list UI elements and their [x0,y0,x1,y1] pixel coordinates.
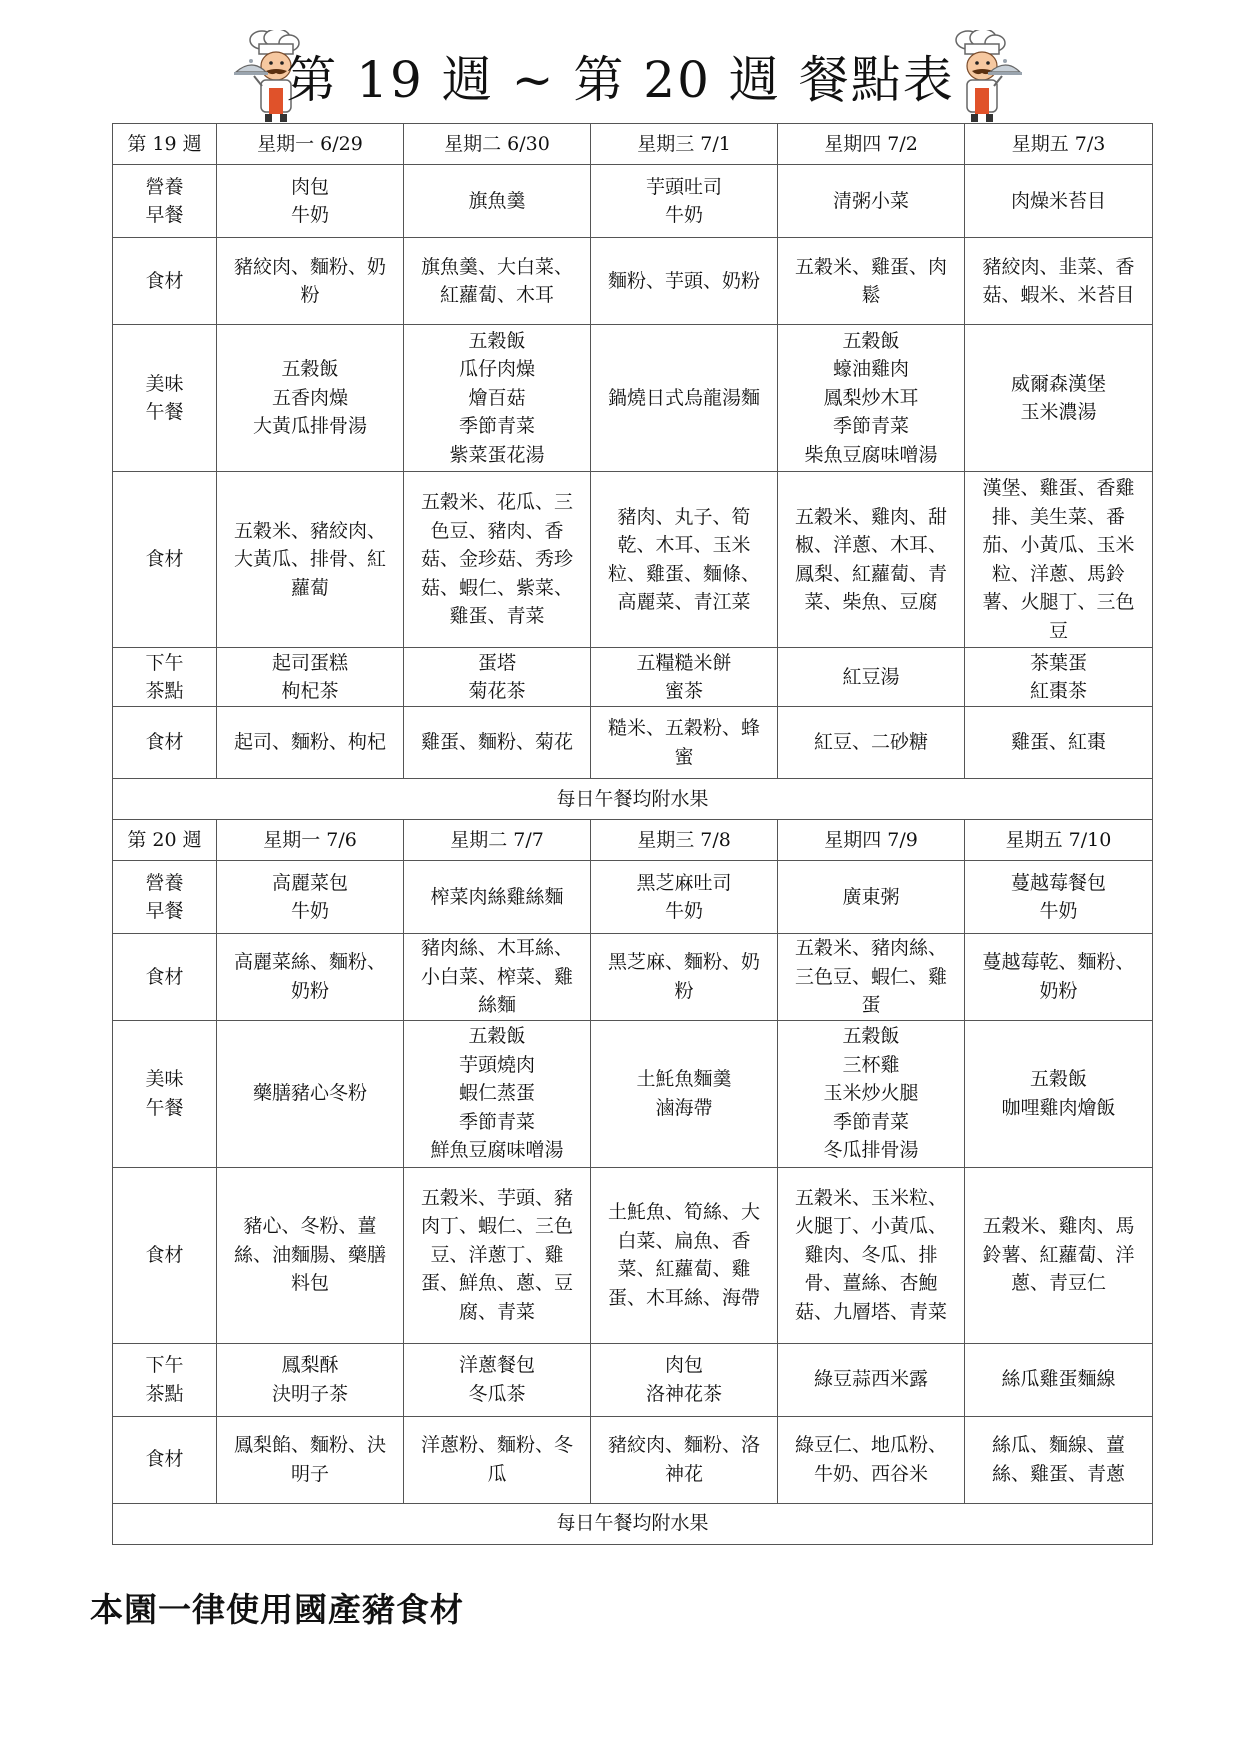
table-row [113,165,1153,238]
row-label: 食材 [113,707,217,779]
ingredients-cell: 豬絞肉、韭菜、香菇、蝦米、米苔目 [965,238,1153,325]
meal-cell: 黑芝麻吐司 牛奶 [591,861,778,934]
meal-cell: 茶葉蛋 紅棗茶 [965,648,1153,707]
meal-cell: 肉燥米苔目 [965,165,1153,238]
ingredients-cell: 土魠魚、筍絲、大白菜、扁魚、香菜、紅蘿蔔、雞蛋、木耳絲、海帶 [591,1167,778,1343]
meal-cell: 土魠魚麵羹 滷海帶 [591,1020,778,1167]
ingredients-cell: 高麗菜絲、麵粉、奶粉 [217,934,404,1021]
week-label: 第 20 週 [113,820,217,861]
meal-cell: 威爾森漢堡 玉米濃湯 [965,325,1153,472]
table-row [113,779,1153,820]
meal-cell: 藥膳豬心冬粉 [217,1020,404,1167]
ingredients-cell: 五穀米、豬絞肉、大黃瓜、排骨、紅蘿蔔 [217,472,404,648]
table-row [113,1167,1153,1343]
ingredients-cell: 綠豆仁、地瓜粉、牛奶、西谷米 [778,1416,965,1503]
page-title: 第 19 週 ~ 第 20 週 餐點表 [286,51,955,109]
ingredients-cell: 五穀米、雞肉、馬鈴薯、紅蘿蔔、洋蔥、青豆仁 [965,1167,1153,1343]
chef-icon [938,30,1024,125]
meal-cell: 旗魚羹 [404,165,591,238]
row-label: 營養 早餐 [113,861,217,934]
row-label: 食材 [113,1167,217,1343]
ingredients-cell: 豬絞肉、麵粉、洛神花 [591,1416,778,1503]
meal-cell: 清粥小菜 [778,165,965,238]
ingredients-cell: 五穀米、玉米粒、火腿丁、小黃瓜、雞肉、冬瓜、排骨、薑絲、杏鮑菇、九層塔、青菜 [778,1167,965,1343]
row-label: 食材 [113,238,217,325]
meal-cell: 五穀飯 芋頭燒肉 蝦仁蒸蛋 季節青菜 鮮魚豆腐味噌湯 [404,1020,591,1167]
meal-table [112,123,1153,1545]
row-label: 食材 [113,934,217,1021]
meal-cell: 洋蔥餐包 冬瓜茶 [404,1343,591,1416]
day-header: 星期二 7/7 [404,820,591,861]
ingredients-cell: 雞蛋、麵粉、菊花 [404,707,591,779]
meal-cell: 鍋燒日式烏龍湯麵 [591,325,778,472]
ingredients-cell: 絲瓜、麵線、薑絲、雞蛋、青蔥 [965,1416,1153,1503]
meal-cell: 鳳梨酥 決明子茶 [217,1343,404,1416]
ingredients-cell: 旗魚羹、大白菜、紅蘿蔔、木耳 [404,238,591,325]
day-header: 星期五 7/3 [965,124,1153,165]
ingredients-cell: 蔓越莓乾、麵粉、奶粉 [965,934,1153,1021]
meal-cell: 五糧糙米餅 蜜茶 [591,648,778,707]
ingredients-cell: 五穀米、豬肉絲、三色豆、蝦仁、雞蛋 [778,934,965,1021]
day-header: 星期三 7/8 [591,820,778,861]
meal-cell: 榨菜肉絲雞絲麵 [404,861,591,934]
table-row [113,1416,1153,1503]
meal-cell: 五穀飯 咖哩雞肉燴飯 [965,1020,1153,1167]
day-header: 星期四 7/9 [778,820,965,861]
ingredients-cell: 漢堡、雞蛋、香雞排、美生菜、番茄、小黃瓜、玉米粒、洋蔥、馬鈴薯、火腿丁、三色豆 [965,472,1153,648]
ingredients-cell: 豬肉絲、木耳絲、小白菜、榨菜、雞絲麵 [404,934,591,1021]
ingredients-cell: 五穀米、芋頭、豬肉丁、蝦仁、三色豆、洋蔥丁、雞蛋、鮮魚、蔥、豆腐、青菜 [404,1167,591,1343]
ingredients-cell: 五穀米、雞肉、甜椒、洋蔥、木耳、鳳梨、紅蘿蔔、青菜、柴魚、豆腐 [778,472,965,648]
ingredients-cell: 豬心、冬粉、薑絲、油麵腸、藥膳料包 [217,1167,404,1343]
ingredients-cell: 五穀米、雞蛋、肉鬆 [778,238,965,325]
row-label: 營養 早餐 [113,165,217,238]
fruit-note: 每日午餐均附水果 [113,779,1153,820]
table-row [113,325,1153,472]
week-19-header-row [113,124,1153,165]
meal-cell: 起司蛋糕 枸杞茶 [217,648,404,707]
meal-cell: 紅豆湯 [778,648,965,707]
table-row [113,238,1153,325]
day-header: 星期二 6/30 [404,124,591,165]
meal-cell: 五穀飯 五香肉燥 大黃瓜排骨湯 [217,325,404,472]
ingredients-cell: 黑芝麻、麵粉、奶粉 [591,934,778,1021]
table-row [113,934,1153,1021]
meal-cell: 肉包 牛奶 [217,165,404,238]
ingredients-cell: 洋蔥粉、麵粉、冬瓜 [404,1416,591,1503]
row-label: 美味 午餐 [113,1020,217,1167]
row-label: 美味 午餐 [113,325,217,472]
meal-cell: 絲瓜雞蛋麵線 [965,1343,1153,1416]
meal-cell: 五穀飯 三杯雞 玉米炒火腿 季節青菜 冬瓜排骨湯 [778,1020,965,1167]
ingredients-cell: 紅豆、二砂糖 [778,707,965,779]
ingredients-cell: 麵粉、芋頭、奶粉 [591,238,778,325]
ingredients-cell: 起司、麵粉、枸杞 [217,707,404,779]
footer-note: 本園一律使用國產豬食材 [90,1590,464,1629]
row-label: 下午 茶點 [113,648,217,707]
ingredients-cell: 鳳梨餡、麵粉、決明子 [217,1416,404,1503]
table-row [113,1503,1153,1544]
title-area [0,30,1241,125]
day-header: 星期一 6/29 [217,124,404,165]
week-20-header-row [113,820,1153,861]
table-row [113,472,1153,648]
meal-cell: 五穀飯 蠔油雞肉 鳳梨炒木耳 季節青菜 柴魚豆腐味噌湯 [778,325,965,472]
ingredients-cell: 豬絞肉、麵粉、奶粉 [217,238,404,325]
row-label: 食材 [113,472,217,648]
week-label: 第 19 週 [113,124,217,165]
day-header: 星期三 7/1 [591,124,778,165]
day-header: 星期五 7/10 [965,820,1153,861]
table-row [113,1020,1153,1167]
table-row [113,861,1153,934]
day-header: 星期一 7/6 [217,820,404,861]
ingredients-cell: 五穀米、花瓜、三色豆、豬肉、香菇、金珍菇、秀珍菇、蝦仁、紫菜、雞蛋、青菜 [404,472,591,648]
meal-cell: 肉包 洛神花茶 [591,1343,778,1416]
row-label: 食材 [113,1416,217,1503]
fruit-note: 每日午餐均附水果 [113,1503,1153,1544]
meal-cell: 廣東粥 [778,861,965,934]
meal-cell: 蔓越莓餐包 牛奶 [965,861,1153,934]
ingredients-cell: 雞蛋、紅棗 [965,707,1153,779]
table-row [113,707,1153,779]
meal-cell: 五穀飯 瓜仔肉燥 燴百菇 季節青菜 紫菜蛋花湯 [404,325,591,472]
table-row [113,648,1153,707]
ingredients-cell: 糙米、五穀粉、蜂蜜 [591,707,778,779]
row-label: 下午 茶點 [113,1343,217,1416]
meal-cell: 芋頭吐司 牛奶 [591,165,778,238]
meal-cell: 綠豆蒜西米露 [778,1343,965,1416]
table-row [113,1343,1153,1416]
ingredients-cell: 豬肉、丸子、筍乾、木耳、玉米粒、雞蛋、麵條、高麗菜、青江菜 [591,472,778,648]
day-header: 星期四 7/2 [778,124,965,165]
meal-cell: 高麗菜包 牛奶 [217,861,404,934]
meal-cell: 蛋塔 菊花茶 [404,648,591,707]
